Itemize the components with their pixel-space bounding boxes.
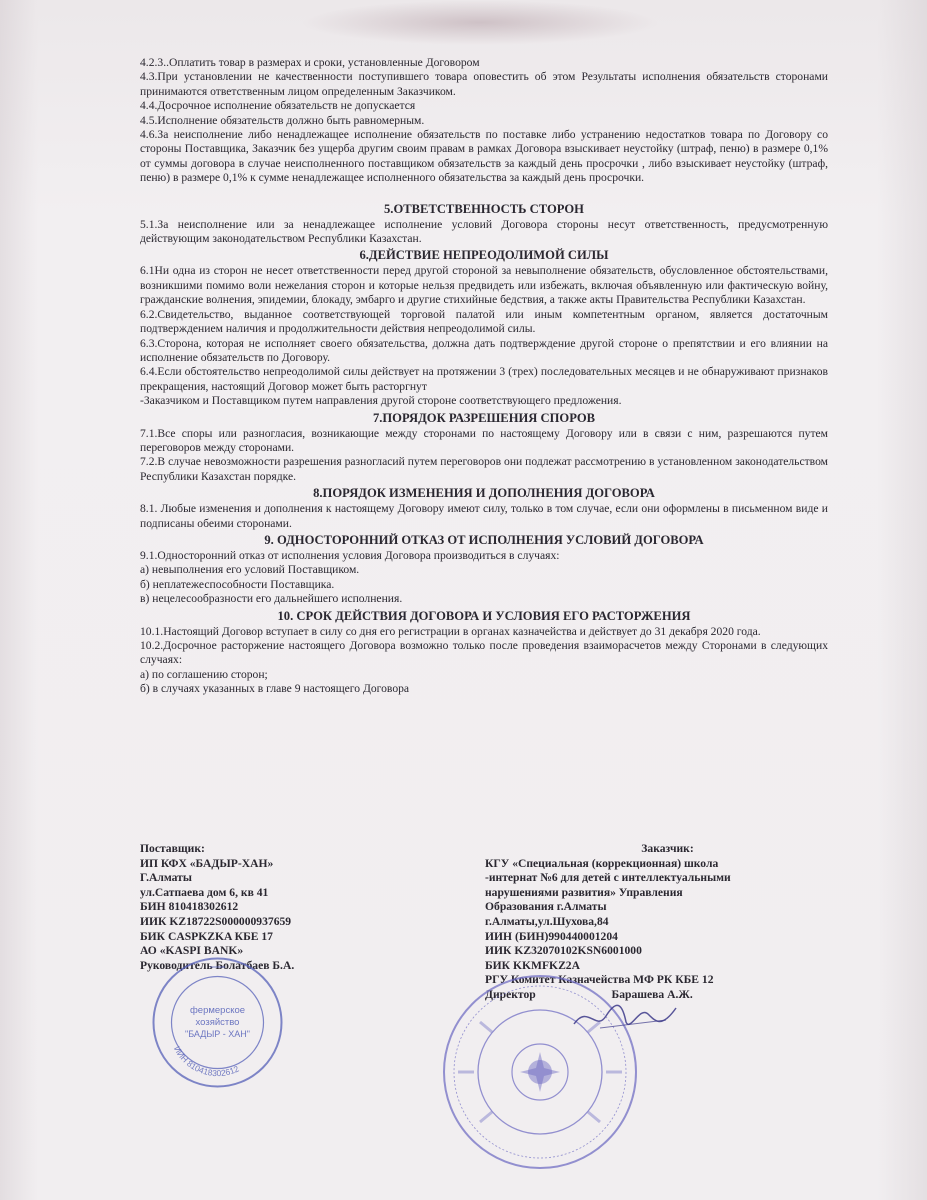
customer-line: ИИН (БИН)990440001204 [485, 929, 618, 943]
clause-paragraph: б) неплатежеспособности Поставщика. [140, 577, 335, 591]
clause-paragraph: -Заказчиком и Поставщиком путем направления другой стороне соответствующего предложения. [140, 394, 622, 408]
clause-paragraph: 6.3.Сторона, которая не исполняет своего обязательства, должна дать подтверждение другой стороне о препятствии и его влиянии на исполнение обязательств по Договору. [140, 336, 828, 364]
clause-paragraph: б) в случаях указанных в главе 9 настоящего Договора [140, 682, 410, 696]
customer-line: нарушениями развития» Управления [485, 885, 683, 899]
clause-paragraph: 8.1. Любые изменения и дополнения к настоящему Договору имеют силу, только в том случае, если они оформлены в письменном виде и подписаны обеими сторонами. [140, 502, 828, 530]
section-heading: 10. СРОК ДЕЙСТВИЯ ДОГОВОРА И УСЛОВИЯ ЕГО РАСТОРЖЕНИЯ [277, 608, 691, 623]
clause-paragraph: в) нецелесообразности его дальнейшего исполнения. [140, 592, 403, 606]
clause-paragraph: 4.2.3..Оплатить товар в размерах и сроки, установленные Договором [140, 56, 480, 69]
customer-line: ИИК KZ32070102KSN6001000 [485, 944, 642, 958]
clause-paragraph: 7.2.В случае невозможности разрешения разногласий путем переговоров они подлежат рассмотрению в установленном законодательством Республики Казахстан порядке. [140, 455, 828, 483]
supplier-title: Поставщик: [140, 842, 205, 855]
stamp-text: "БАДЫР - ХАН" [185, 1029, 250, 1039]
clause-paragraph: 10.2.Досрочное расторжение настоящего Договора возможно только после проведения взаиморасчетов между Сторонами в следующих случаях: [140, 639, 828, 667]
clause-paragraph: 9.1.Односторонний отказ от исполнения условия Договора производиться в случаях: [140, 548, 560, 562]
section-heading: 7.ПОРЯДОК РАЗРЕШЕНИЯ СПОРОВ [372, 410, 596, 425]
contract-body [140, 56, 828, 697]
clause-paragraph: 4.6.За неисполнение либо ненадлежащее исполнение обязательств по поставке либо устранению недостатков товара по Договору со стороны Поставщика, Заказчик без ущерба другим своим правам в рамках Договора взыскивает неустойку (штраф, пеню) в размере 0,1% от суммы договора в случае неисполненного поставщиком обязательств за каждый день просрочки , либо взыскивает неустойку (штраф, пеню) в размере 0,1% к сумме ненадлежащее исполненного обязательства за каждый день просрочки. [140, 128, 828, 185]
stamp-text: фермерское [189, 1005, 246, 1016]
customer-line: Образования г.Алматы [485, 900, 607, 914]
clause-paragraph: а) невыполнения его условий Поставщиком. [140, 563, 360, 577]
scan-shadow [300, 0, 660, 45]
supplier-details [140, 842, 440, 973]
supplier-line: ИП КФХ «БАДЫР-ХАН» [140, 856, 274, 870]
scan-edge-left [0, 0, 38, 1200]
stamp-text: хозяйство [195, 1017, 240, 1028]
clause-paragraph: 6.4.Если обстоятельство непреодолимой силы действует на протяжении 3 (трех) последовательных месяцев и не обнаруживают признаков прекращения, настоящий Договор может быть расторгнут [140, 365, 828, 393]
clause-paragraph: 5.1.За неисполнение или за ненадлежащее исполнение условий Договора стороны несут ответственность, предусмотренную действующим законодательством Республики Казахстан. [140, 217, 828, 246]
customer-line: БИК KKMFKZ2A [485, 958, 580, 972]
clause-paragraph: 4.3.При установлении не качественности поступившего товара оповестить об этом Результаты исполнения обязательств сторонами принимаются ответственным лицом определенным Заказчиком. [140, 70, 828, 98]
customer-line: РГУ Комитет Казначейства МФ РК КБЕ 12 [485, 973, 714, 987]
scan-edge-right [877, 0, 927, 1200]
supplier-line: БИК CASPKZKA КБЕ 17 [140, 929, 273, 943]
section-gap [140, 186, 828, 200]
supplier-line: АО «KASPI BANK» [140, 944, 244, 958]
director-name: Барашева А.Ж. [611, 987, 693, 1001]
supplier-line: Руководитель Болатбаев Б.А. [140, 958, 295, 972]
supplier-line: ул.Сатпаева дом 6, кв 41 [140, 885, 269, 899]
customer-line: г.Алматы,ул.Шухова,84 [485, 914, 609, 928]
stamp-ring-text: ИИН 810418302612 [172, 1044, 241, 1079]
section-heading: 6.ДЕЙСТВИЕ НЕПРЕОДОЛИМОЙ СИЛЫ [359, 248, 609, 263]
clause-paragraph: 4.5.Исполнение обязательств должно быть равномерным. [140, 113, 425, 127]
section-heading: 9. ОДНОСТОРОННИЙ ОТКАЗ ОТ ИСПОЛНЕНИЯ УСЛОВИЙ ДОГОВОРА [264, 532, 704, 547]
customer-line: -интернат №6 для детей с интеллектуальными [485, 871, 731, 885]
director-label: Директор [485, 987, 536, 1001]
clause-paragraph: 7.1.Все споры или разногласия, возникающие между сторонами по настоящему Договору или в связи с ним, разрешаются путем переговоров между сторонами. [140, 426, 828, 454]
customer-line: КГУ «Специальная (коррекционная) школа [485, 856, 719, 870]
supplier-line: Г.Алматы [140, 871, 192, 885]
supplier-line: ИИК KZ18722S000000937659 [140, 914, 292, 928]
clause-paragraph: 6.2.Свидетельство, выданное соответствующей торговой палатой или иным компетентным органом, является достаточным подтверждением наличия и продолжительности действия непреодолимой силы. [140, 307, 828, 336]
emblem-icon [520, 1052, 560, 1092]
clause-paragraph: 4.4.Досрочное исполнение обязательств не допускается [140, 99, 416, 113]
clause-paragraph: а) по соглашению сторон; [140, 667, 268, 681]
svg-text:ИИН 810418302612 [172, 1044, 241, 1078]
section-heading: 5.ОТВЕТСТВЕННОСТЬ СТОРОН [384, 201, 584, 216]
director-signature [570, 998, 680, 1038]
clause-paragraph: 10.1.Настоящий Договор вступает в силу со дня его регистрации в органах казначейства и действует до 31 декабря 2020 года. [140, 624, 761, 638]
section-heading: 8.ПОРЯДОК ИЗМЕНЕНИЯ И ДОПОЛНЕНИЯ ДОГОВОРА [313, 486, 655, 501]
supplier-stamp [150, 955, 285, 1090]
supplier-line: БИН 810418302612 [140, 900, 239, 914]
clause-paragraph: 6.1Ни одна из сторон не несет ответственности перед другой стороной за невыполнение обязательств, обусловленное обстоятельствами, возникшими помимо воли нежелания сторон и которые нельзя предвидеть или избежать, включая объявленную или фактическую войну, гражданские волнения, эпидемии, блокаду, эмбарго и другие стихийные бедствия, а также акты Правительства Республики Казахстан. [140, 264, 828, 307]
customer-title: Заказчик: [641, 842, 694, 855]
